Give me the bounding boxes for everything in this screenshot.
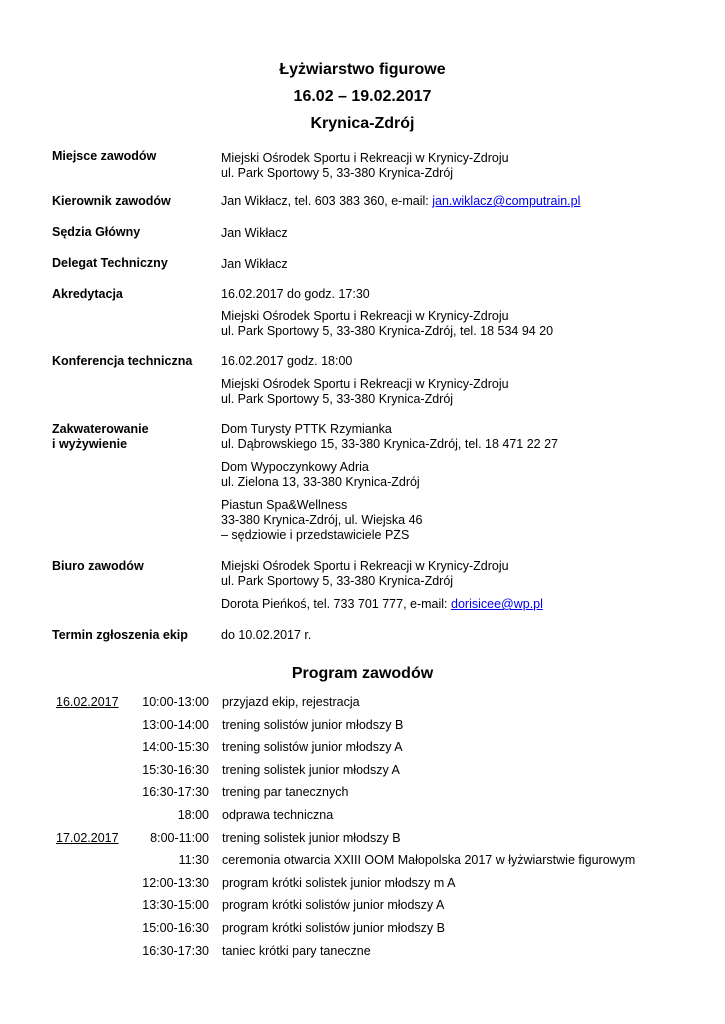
value-konferencja-2: Miejski Ośrodek Sportu i Rekreacji w Krynicy-Zdroju — [221, 377, 509, 391]
schedule-description: przyjazd ekip, rejestracja — [222, 695, 360, 709]
value-biuro-1: Miejski Ośrodek Sportu i Rekreacji w Krynicy-Zdroju — [221, 559, 509, 573]
biuro-contact-text: Dorota Pieńkoś, tel. 733 701 777, e-mail: — [221, 597, 451, 611]
schedule-description: trening solistów junior młodszy B — [222, 717, 404, 732]
schedule-time: 18:00 — [177, 808, 209, 822]
value-zakw-c1: Piastun Spa&Wellness — [221, 498, 348, 512]
schedule-date: 17.02.2017 — [56, 830, 119, 845]
header-dates: 16.02 – 19.02.2017 — [293, 88, 432, 105]
schedule-row — [0, 717, 725, 733]
kierownik-email-link[interactable]: jan.wiklacz@computrain.pl — [432, 194, 581, 208]
value-termin: do 10.02.2017 r. — [221, 628, 312, 642]
label-kierownik: Kierownik zawodów — [52, 194, 171, 208]
value-zakw-c3: – sędziowie i przedstawiciele PZS — [221, 528, 410, 542]
schedule-time: 14:00-15:30 — [142, 740, 209, 755]
schedule-date: 16.02.2017 — [56, 695, 119, 709]
label-termin: Termin zgłoszenia ekip — [52, 628, 188, 642]
schedule-description: trening par tanecznych — [222, 785, 349, 800]
label-zakwaterowanie-2: i wyżywienie — [52, 437, 128, 451]
schedule-row — [0, 762, 725, 778]
label-zakwaterowanie-1: Zakwaterowanie — [52, 422, 149, 436]
value-akredytacja-1: 16.02.2017 do godz. 17:30 — [221, 287, 370, 301]
value-zakw-a1: Dom Turysty PTTK Rzymianka — [221, 422, 392, 436]
schedule-row — [0, 807, 725, 823]
schedule-time: 10:00-13:00 — [142, 695, 209, 709]
schedule-description: trening solistek junior młodszy A — [222, 762, 400, 777]
value-sedzia: Jan Wikłacz — [221, 226, 288, 240]
biuro-email-link[interactable]: dorisicee@wp.pl — [451, 597, 543, 611]
label-delegat: Delegat Techniczny — [52, 256, 168, 270]
schedule-description: taniec krótki pary taneczne — [222, 943, 371, 958]
schedule-row — [0, 943, 725, 959]
value-delegat: Jan Wikłacz — [221, 257, 288, 271]
schedule-description: trening solistek junior młodszy B — [222, 830, 401, 845]
schedule-row — [0, 739, 725, 755]
value-akredytacja-3: ul. Park Sportowy 5, 33-380 Krynica-Zdrój, tel. 18 534 94 20 — [221, 324, 554, 338]
header-title: Łyżwiarstwo figurowe — [279, 61, 446, 78]
schedule-row — [0, 897, 725, 913]
value-konferencja-1: 16.02.2017 godz. 18:00 — [221, 354, 353, 368]
value-miejsce-1: Miejski Ośrodek Sportu i Rekreacji w Krynicy-Zdroju — [221, 151, 509, 165]
label-akredytacja: Akredytacja — [52, 287, 123, 301]
value-zakw-b1: Dom Wypoczynkowy Adria — [221, 460, 369, 474]
schedule-row — [0, 784, 725, 800]
schedule-description: trening solistów junior młodszy A — [222, 740, 403, 755]
schedule-time: 8:00-11:00 — [150, 830, 209, 845]
value-biuro-2: ul. Park Sportowy 5, 33-380 Krynica-Zdrój — [221, 574, 454, 588]
schedule-description: program krótki solistów junior młodszy A — [222, 898, 445, 913]
value-miejsce-2: ul. Park Sportowy 5, 33-380 Krynica-Zdrój — [221, 166, 454, 180]
schedule-time: 13:00-14:00 — [142, 717, 209, 732]
schedule-row — [0, 852, 725, 868]
header-location: Krynica-Zdrój — [310, 115, 415, 132]
schedule-row — [0, 875, 725, 891]
value-akredytacja-2: Miejski Ośrodek Sportu i Rekreacji w Krynicy-Zdroju — [221, 309, 509, 323]
value-zakw-c2: 33-380 Krynica-Zdrój, ul. Wiejska 46 — [221, 513, 423, 527]
schedule-time: 11:30 — [178, 853, 209, 868]
program-title: Program zawodów — [291, 665, 434, 682]
schedule-description: odprawa techniczna — [222, 808, 334, 822]
schedule-time: 15:30-16:30 — [142, 762, 209, 777]
schedule-row — [0, 694, 725, 710]
value-biuro-3 — [221, 597, 543, 612]
schedule-row — [0, 830, 725, 846]
label-biuro: Biuro zawodów — [52, 559, 144, 573]
value-kierownik — [221, 194, 580, 209]
schedule-row — [0, 920, 725, 936]
schedule-description: program krótki solistów junior młodszy B — [222, 921, 445, 935]
kierownik-text: Jan Wikłacz, tel. 603 383 360, e-mail: — [221, 194, 433, 208]
schedule-description: program krótki solistek junior młodszy m A — [222, 875, 456, 890]
schedule-time: 13:30-15:00 — [142, 898, 209, 913]
schedule-time: 15:00-16:30 — [142, 921, 209, 935]
schedule-time: 16:30-17:30 — [142, 943, 209, 958]
schedule-time: 12:00-13:30 — [142, 875, 209, 890]
value-konferencja-3: ul. Park Sportowy 5, 33-380 Krynica-Zdrój — [221, 392, 454, 406]
value-zakw-b2: ul. Zielona 13, 33-380 Krynica-Zdrój — [221, 475, 420, 489]
label-sedzia: Sędzia Główny — [52, 225, 141, 239]
schedule-description: ceremonia otwarcia XXIII OOM Małopolska 2017 w łyżwiarstwie figurowym — [222, 853, 636, 868]
schedule-time: 16:30-17:30 — [142, 785, 209, 800]
label-konferencja: Konferencja techniczna — [52, 354, 193, 368]
value-zakw-a2: ul. Dąbrowskiego 15, 33-380 Krynica-Zdrój, tel. 18 471 22 27 — [221, 437, 558, 451]
label-miejsce: Miejsce zawodów — [52, 149, 157, 163]
